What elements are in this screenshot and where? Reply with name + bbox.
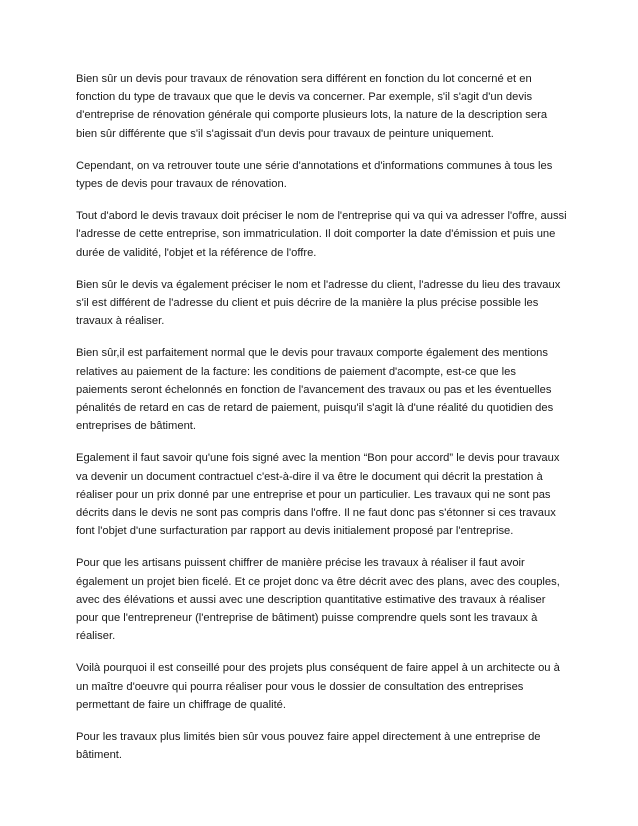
- paragraph: Pour les travaux plus limités bien sûr vous pouvez faire appel directement à une entreprise de bâtiment.: [76, 731, 541, 762]
- paragraph: Bien sûr le devis va également préciser le nom et l'adresse du client, l'adresse du lieu des travaux s'il est différent de l'adresse du client et puis décrire de la manière la plus précise possible les travaux à réaliser.: [76, 278, 561, 328]
- paragraph: Bien sûr,il est parfaitement normal que le devis pour travaux comporte également des mentions relatives au paiement de la facture: les conditions de paiement d'acompte, est-ce que les paiements seront échelonnés en fonction de l'avancement des travaux ou pas et les éventuelles pénalités de retard en cas de retard de paiement, puisqu'il s'agit là d'une réalité du quotidien des entreprises de bâtiment.: [76, 347, 554, 433]
- document-body: [76, 70, 570, 779]
- paragraph: Egalement il faut savoir qu'une fois signé avec la mention “Bon pour accord” le devis pour travaux va devenir un document contractuel c'est-à-dire il va être le document qui décrit la prestation à réaliser pour un prix donné par une entreprise et pour un particulier. Les travaux qui ne sont pas décrits dans le devis ne sont pas compris dans l'offre. Il ne faut donc pas s'étonner si ces travaux font l'objet d'une surfacturation par rapport au devis initialement proposé par l'entreprise.: [76, 452, 560, 538]
- paragraph: Pour que les artisans puissent chiffrer de manière précise les travaux à réaliser il faut avoir également un projet bien ficelé. Et ce projet donc va être décrit avec des plans, avec des couples, avec des élévations et aussi avec une description quantitative estimative des travaux à réaliser pour que l'entrepreneur (l'entreprise de bâtiment) puisse comprendre quels sont les travaux à réaliser.: [76, 557, 560, 643]
- paragraph: Voilà pourquoi il est conseillé pour des projets plus conséquent de faire appel à un architecte ou à un maître d'oeuvre qui pourra réaliser pour vous le dossier de consultation des entreprises permettant de faire un chiffrage de qualité.: [76, 662, 560, 711]
- paragraph: Tout d'abord le devis travaux doit préciser le nom de l'entreprise qui va qui va adresser l'offre, aussi l'adresse de cette entreprise, son immatriculation. Il doit comporter la date d'émission et puis une durée de validité, l'objet et la référence de l'offre.: [76, 210, 567, 259]
- paragraph: Cependant, on va retrouver toute une série d'annotations et d'informations communes à tous les types de devis pour travaux de rénovation.: [76, 159, 553, 191]
- paragraph: Bien sûr un devis pour travaux de rénovation sera différent en fonction du lot concerné et en fonction du type de travaux que que le devis va concerner. Par exemple, s'il s'agit d'un devis d'entreprise de rénovation générale qui comporte plusieurs lots, la nature de la description sera bien sûr différente que s'il s'agissait d'un devis pour travaux de peinture uniquement.: [76, 73, 548, 140]
